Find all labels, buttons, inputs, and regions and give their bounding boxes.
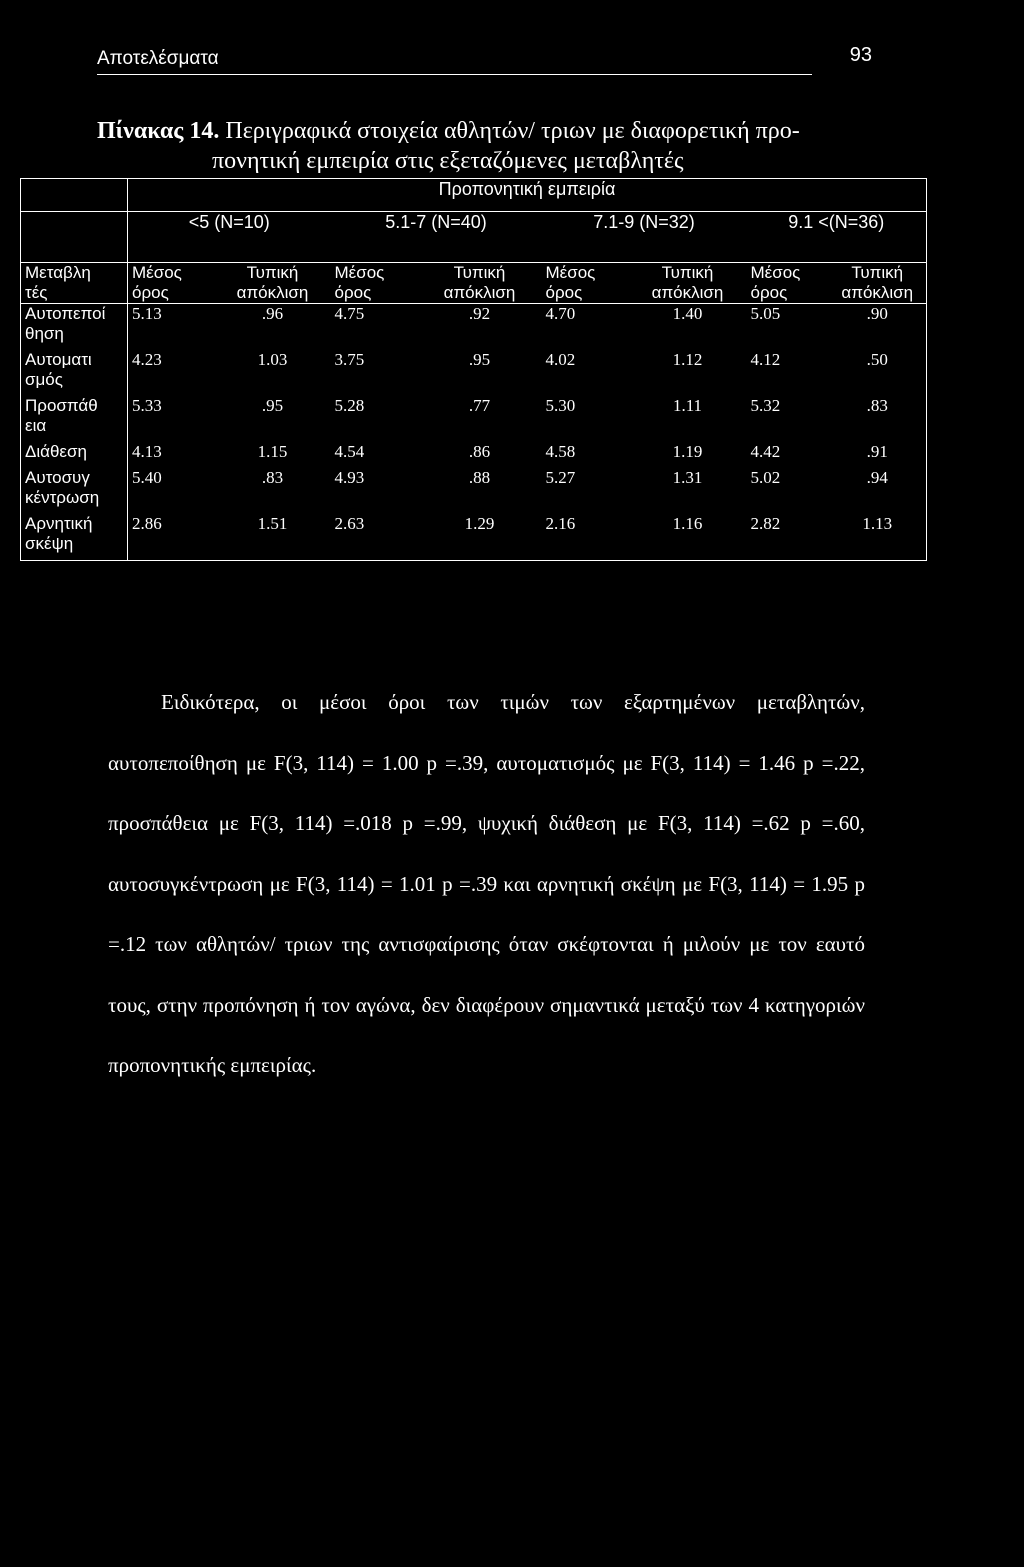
sd-value: 1.40 — [672, 304, 703, 323]
variable-name: Αυτοματι σμός — [21, 350, 128, 396]
variable-name: Προσπάθ εια — [21, 396, 128, 442]
sd-value: .91 — [829, 442, 927, 468]
mean-value: 5.28 — [334, 396, 365, 415]
sd-header: Τυπική απόκλιση — [629, 263, 747, 304]
mean-value: 3.75 — [334, 350, 365, 369]
sd-value: .77 — [468, 396, 491, 415]
mean-value: 5.30 — [545, 396, 576, 415]
mean-header: Μέσος όρος — [128, 263, 215, 304]
mean-value: 5.02 — [750, 468, 781, 487]
table-row — [21, 514, 927, 561]
sd-value: .96 — [261, 304, 284, 323]
mean-value: 2.63 — [331, 514, 418, 561]
mean-value: 2.82 — [747, 514, 829, 561]
sd-value: 1.16 — [629, 514, 747, 561]
mean-header: Μέσος όρος — [542, 263, 629, 304]
sd-value: 1.13 — [829, 514, 927, 561]
sd-value: .83 — [261, 468, 284, 487]
mean-value: 2.86 — [128, 514, 215, 561]
sd-value: 1.03 — [257, 350, 288, 369]
variable-name: Αυτοπεποί θηση — [21, 304, 128, 351]
running-title: Αποτελέσματα — [97, 48, 219, 69]
group-header: Προπονητική εμπειρία — [128, 179, 927, 212]
sd-value: 1.12 — [672, 350, 703, 369]
table-caption — [97, 116, 867, 176]
sd-value: .95 — [468, 350, 491, 369]
sd-value: .50 — [829, 350, 927, 396]
page-number: 93 — [849, 44, 872, 66]
table-row — [21, 304, 927, 351]
mean-value: 5.05 — [750, 304, 781, 323]
mean-value: 5.13 — [128, 304, 215, 351]
mean-value: 4.70 — [545, 304, 576, 323]
table-row — [21, 396, 927, 442]
stat-header-row — [21, 263, 927, 304]
sd-value: 1.11 — [672, 396, 703, 415]
table-row — [21, 442, 927, 468]
sd-value: 1.15 — [257, 442, 288, 461]
body-text — [108, 672, 865, 1096]
mean-header: Μέσος όρος — [747, 263, 829, 304]
sd-value: .95 — [261, 396, 284, 415]
mean-value: 4.02 — [545, 350, 576, 369]
sd-header: Τυπική απόκλιση — [215, 263, 331, 304]
mean-value: 5.27 — [545, 468, 576, 487]
sd-value: .86 — [468, 442, 491, 461]
sd-value: 1.31 — [672, 468, 703, 487]
mean-value: 4.54 — [334, 442, 365, 461]
caption-title-line1: Περιγραφικά στοιχεία αθλητών/ τριων με διαφορετική προ- — [225, 118, 800, 144]
sd-value: 1.19 — [672, 442, 703, 461]
mean-value: 4.75 — [334, 304, 365, 323]
sd-value: .88 — [468, 468, 491, 487]
mean-value: 5.32 — [750, 396, 781, 415]
sd-header: Τυπική απόκλιση — [418, 263, 542, 304]
mean-value: 5.33 — [128, 396, 215, 442]
table-row — [21, 350, 927, 396]
mean-value: 4.58 — [545, 442, 576, 461]
variable-name: Διάθεση — [21, 442, 128, 468]
mean-header: Μέσος όρος — [331, 263, 418, 304]
sd-value: .90 — [829, 304, 927, 351]
descriptive-stats-table — [20, 178, 927, 561]
sd-value: 1.51 — [215, 514, 331, 561]
caption-title-line2: πονητική εμπειρία στις εξεταζόμενες μεταβλητές — [212, 148, 684, 174]
body-paragraph: Ειδικότερα, οι μέσοι όροι των τιμών των εξαρτημένων μεταβλητών, αυτοπεποίθηση με F(3, 114) = 1.00 p =.39, αυτοματισμός με F(3, 114) = 1.46 p =.22, προσπάθεια με F(3, 114) =.018 p =.99, ψυχική διάθεση με F(3, 114) =.62 p =.60, αυτοσυγκέντρωση με F(3, 114) = 1.01 p =.39 και αρνητική σκέψη με F(3, 114) = 1.95 p =.12 των αθλητών/ τριων της αντισφαίρισης όταν σκέφτονται ή μιλούν με τον εαυτό τους, στην προπόνηση ή τον αγώνα, δεν διαφέρουν σημαντικά μεταξύ των 4 κατηγοριών προπονητικής εμπειρίας. — [108, 690, 865, 1077]
mean-value: 4.93 — [334, 468, 365, 487]
sd-value: .83 — [829, 396, 927, 442]
mean-value: 4.23 — [128, 350, 215, 396]
range-header: 5.1-7 (N=40) — [331, 212, 542, 263]
group-header-row — [21, 179, 927, 212]
caption-line-1 — [97, 116, 867, 146]
header-rule — [97, 74, 812, 75]
variable-name: Αρνητική σκέψη — [21, 514, 128, 561]
mean-value: 5.40 — [128, 468, 215, 514]
sd-value: .94 — [829, 468, 927, 514]
sd-header: Τυπική απόκλιση — [829, 263, 927, 304]
mean-value: 2.16 — [542, 514, 629, 561]
sd-value: .92 — [468, 304, 491, 323]
variable-name: Αυτοσυγ κέντρωση — [21, 468, 128, 514]
mean-value: 4.12 — [750, 350, 781, 369]
table-label: Πίνακας 14. — [97, 118, 220, 144]
sd-value: 1.29 — [418, 514, 542, 561]
range-header: <5 (N=10) — [128, 212, 331, 263]
range-header: 9.1 <(N=36) — [747, 212, 927, 263]
table-row — [21, 468, 927, 514]
mean-value: 4.42 — [750, 442, 781, 461]
range-header-row — [21, 212, 927, 263]
variable-header: Μεταβλη τές — [21, 263, 128, 304]
mean-value: 4.13 — [128, 442, 215, 468]
range-header: 7.1-9 (N=32) — [542, 212, 747, 263]
